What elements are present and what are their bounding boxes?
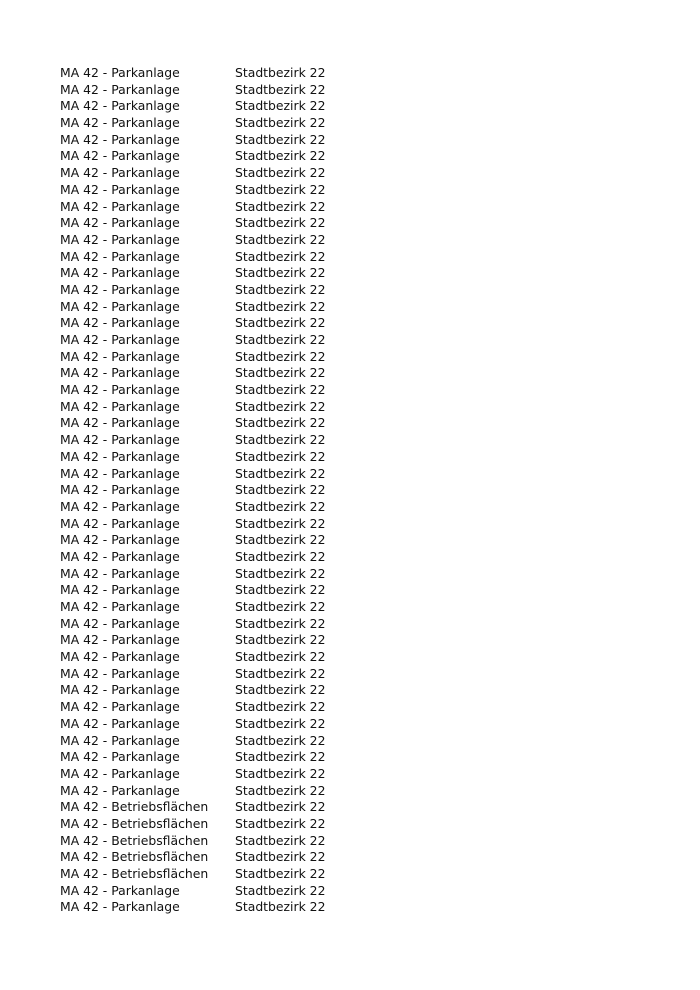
department-cell: MA 42 - Parkanlage xyxy=(60,448,180,464)
department-cell: MA 42 - Parkanlage xyxy=(60,248,180,264)
department-cell: MA 42 - Parkanlage xyxy=(60,482,180,498)
department-cell: MA 42 - Parkanlage xyxy=(60,131,180,147)
department-cell: MA 42 - Parkanlage xyxy=(60,515,180,531)
district-cell: Stadtbezirk 22 xyxy=(235,382,326,398)
department-cell: MA 42 - Parkanlage xyxy=(60,498,180,514)
department-cell: MA 42 - Betriebsflächen xyxy=(60,866,209,881)
district-cell: Stadtbezirk 22 xyxy=(235,231,326,247)
district-cell: Stadtbezirk 22 xyxy=(235,799,326,815)
table-row xyxy=(60,182,375,199)
department-cell: MA 42 - Parkanlage xyxy=(60,665,180,681)
district-cell: Stadtbezirk 22 xyxy=(235,148,326,164)
department-cell: MA 42 - Parkanlage xyxy=(60,732,180,748)
table-row xyxy=(60,282,375,299)
district-cell: Stadtbezirk 22 xyxy=(235,782,326,798)
table-row xyxy=(60,666,375,683)
department-cell: MA 42 - Betriebsflächen xyxy=(60,832,209,848)
department-cell: MA 42 - Betriebsflächen xyxy=(60,799,209,815)
district-cell: Stadtbezirk 22 xyxy=(235,498,326,514)
department-cell: MA 42 - Parkanlage xyxy=(60,65,180,80)
district-cell: Stadtbezirk 22 xyxy=(235,415,326,431)
table-row xyxy=(60,466,375,483)
table-row xyxy=(60,332,375,349)
table-row xyxy=(60,632,375,649)
department-cell: MA 42 - Parkanlage xyxy=(60,548,180,564)
table-row xyxy=(60,349,375,366)
table-row xyxy=(60,265,375,282)
district-cell: Stadtbezirk 22 xyxy=(235,131,326,147)
table-row xyxy=(60,382,375,399)
department-cell: MA 42 - Parkanlage xyxy=(60,215,180,231)
district-cell: Stadtbezirk 22 xyxy=(235,265,326,281)
table-row xyxy=(60,432,375,449)
table-row xyxy=(60,599,375,616)
table-row xyxy=(60,249,375,266)
district-cell: Stadtbezirk 22 xyxy=(235,81,326,97)
district-cell: Stadtbezirk 22 xyxy=(235,882,326,898)
district-cell: Stadtbezirk 22 xyxy=(235,765,326,781)
district-cell: Stadtbezirk 22 xyxy=(235,198,326,214)
department-cell: MA 42 - Betriebsflächen xyxy=(60,815,209,831)
table-row xyxy=(60,482,375,499)
table-row xyxy=(60,799,375,816)
department-cell: MA 42 - Parkanlage xyxy=(60,899,180,915)
table-row xyxy=(60,899,375,916)
district-cell: Stadtbezirk 22 xyxy=(235,115,326,131)
district-cell: Stadtbezirk 22 xyxy=(235,332,326,347)
district-cell: Stadtbezirk 22 xyxy=(235,899,326,915)
department-cell: MA 42 - Parkanlage xyxy=(60,565,180,581)
table-row xyxy=(60,165,375,182)
table-row xyxy=(60,766,375,783)
district-cell: Stadtbezirk 22 xyxy=(235,665,326,681)
department-cell: MA 42 - Parkanlage xyxy=(60,165,180,181)
department-cell: MA 42 - Parkanlage xyxy=(60,348,180,364)
table-row xyxy=(60,716,375,733)
department-cell: MA 42 - Parkanlage xyxy=(60,782,180,798)
district-cell: Stadtbezirk 22 xyxy=(235,65,326,80)
district-cell: Stadtbezirk 22 xyxy=(235,482,326,498)
table-row xyxy=(60,415,375,432)
district-cell: Stadtbezirk 22 xyxy=(235,849,326,865)
table-row xyxy=(60,682,375,699)
table-row xyxy=(60,833,375,850)
department-cell: MA 42 - Parkanlage xyxy=(60,615,180,631)
table-row xyxy=(60,399,375,416)
district-cell: Stadtbezirk 22 xyxy=(235,348,326,364)
table-row xyxy=(60,549,375,566)
department-cell: MA 42 - Parkanlage xyxy=(60,298,180,314)
department-cell: MA 42 - Parkanlage xyxy=(60,415,180,431)
district-cell: Stadtbezirk 22 xyxy=(235,215,326,231)
table-row xyxy=(60,516,375,533)
department-cell: MA 42 - Parkanlage xyxy=(60,599,180,614)
department-cell: MA 42 - Parkanlage xyxy=(60,265,180,281)
district-cell: Stadtbezirk 22 xyxy=(235,565,326,581)
district-cell: Stadtbezirk 22 xyxy=(235,248,326,264)
department-cell: MA 42 - Parkanlage xyxy=(60,231,180,247)
table-row xyxy=(60,115,375,132)
department-cell: MA 42 - Parkanlage xyxy=(60,98,180,114)
district-cell: Stadtbezirk 22 xyxy=(235,315,326,331)
table-row xyxy=(60,449,375,466)
table-row xyxy=(60,132,375,149)
table-row xyxy=(60,199,375,216)
district-cell: Stadtbezirk 22 xyxy=(235,699,326,715)
department-cell: MA 42 - Parkanlage xyxy=(60,115,180,131)
district-cell: Stadtbezirk 22 xyxy=(235,465,326,481)
district-cell: Stadtbezirk 22 xyxy=(235,181,326,197)
table-row xyxy=(60,566,375,583)
district-cell: Stadtbezirk 22 xyxy=(235,715,326,731)
department-cell: MA 42 - Parkanlage xyxy=(60,582,180,598)
district-cell: Stadtbezirk 22 xyxy=(235,732,326,748)
department-cell: MA 42 - Parkanlage xyxy=(60,682,180,698)
department-cell: MA 42 - Parkanlage xyxy=(60,198,180,214)
table-row xyxy=(60,148,375,165)
table-row xyxy=(60,866,375,883)
table-row xyxy=(60,649,375,666)
district-cell: Stadtbezirk 22 xyxy=(235,832,326,848)
department-cell: MA 42 - Parkanlage xyxy=(60,882,180,898)
district-cell: Stadtbezirk 22 xyxy=(235,749,326,765)
department-cell: MA 42 - Betriebsflächen xyxy=(60,849,209,865)
district-cell: Stadtbezirk 22 xyxy=(235,615,326,631)
department-cell: MA 42 - Parkanlage xyxy=(60,649,180,665)
department-cell: MA 42 - Parkanlage xyxy=(60,281,180,297)
department-cell: MA 42 - Parkanlage xyxy=(60,332,180,347)
district-cell: Stadtbezirk 22 xyxy=(235,532,326,548)
department-cell: MA 42 - Parkanlage xyxy=(60,465,180,481)
table-row xyxy=(60,733,375,750)
department-cell: MA 42 - Parkanlage xyxy=(60,432,180,448)
district-cell: Stadtbezirk 22 xyxy=(235,398,326,414)
table-row xyxy=(60,82,375,99)
district-cell: Stadtbezirk 22 xyxy=(235,298,326,314)
table-row xyxy=(60,582,375,599)
district-cell: Stadtbezirk 22 xyxy=(235,649,326,665)
district-cell: Stadtbezirk 22 xyxy=(235,365,326,381)
department-cell: MA 42 - Parkanlage xyxy=(60,765,180,781)
district-cell: Stadtbezirk 22 xyxy=(235,515,326,531)
district-cell: Stadtbezirk 22 xyxy=(235,281,326,297)
table-row xyxy=(60,98,375,115)
department-cell: MA 42 - Parkanlage xyxy=(60,365,180,381)
department-cell: MA 42 - Parkanlage xyxy=(60,148,180,164)
department-cell: MA 42 - Parkanlage xyxy=(60,749,180,765)
table-row xyxy=(60,65,375,82)
department-cell: MA 42 - Parkanlage xyxy=(60,699,180,715)
table-row xyxy=(60,699,375,716)
department-cell: MA 42 - Parkanlage xyxy=(60,181,180,197)
table-row xyxy=(60,616,375,633)
district-cell: Stadtbezirk 22 xyxy=(235,432,326,448)
table-row xyxy=(60,499,375,516)
table-row xyxy=(60,883,375,900)
department-cell: MA 42 - Parkanlage xyxy=(60,315,180,331)
district-cell: Stadtbezirk 22 xyxy=(235,682,326,698)
data-table xyxy=(60,65,375,916)
table-row xyxy=(60,299,375,316)
table-row xyxy=(60,315,375,332)
table-row xyxy=(60,532,375,549)
department-cell: MA 42 - Parkanlage xyxy=(60,715,180,731)
district-cell: Stadtbezirk 22 xyxy=(235,582,326,598)
district-cell: Stadtbezirk 22 xyxy=(235,165,326,181)
table-row xyxy=(60,749,375,766)
table-row xyxy=(60,215,375,232)
table-row xyxy=(60,849,375,866)
district-cell: Stadtbezirk 22 xyxy=(235,866,326,881)
district-cell: Stadtbezirk 22 xyxy=(235,448,326,464)
table-row xyxy=(60,365,375,382)
district-cell: Stadtbezirk 22 xyxy=(235,599,326,614)
department-cell: MA 42 - Parkanlage xyxy=(60,632,180,648)
table-row xyxy=(60,232,375,249)
department-cell: MA 42 - Parkanlage xyxy=(60,532,180,548)
department-cell: MA 42 - Parkanlage xyxy=(60,398,180,414)
district-cell: Stadtbezirk 22 xyxy=(235,98,326,114)
table-row xyxy=(60,783,375,800)
district-cell: Stadtbezirk 22 xyxy=(235,548,326,564)
department-cell: MA 42 - Parkanlage xyxy=(60,81,180,97)
district-cell: Stadtbezirk 22 xyxy=(235,632,326,648)
department-cell: MA 42 - Parkanlage xyxy=(60,382,180,398)
table-row xyxy=(60,816,375,833)
district-cell: Stadtbezirk 22 xyxy=(235,815,326,831)
